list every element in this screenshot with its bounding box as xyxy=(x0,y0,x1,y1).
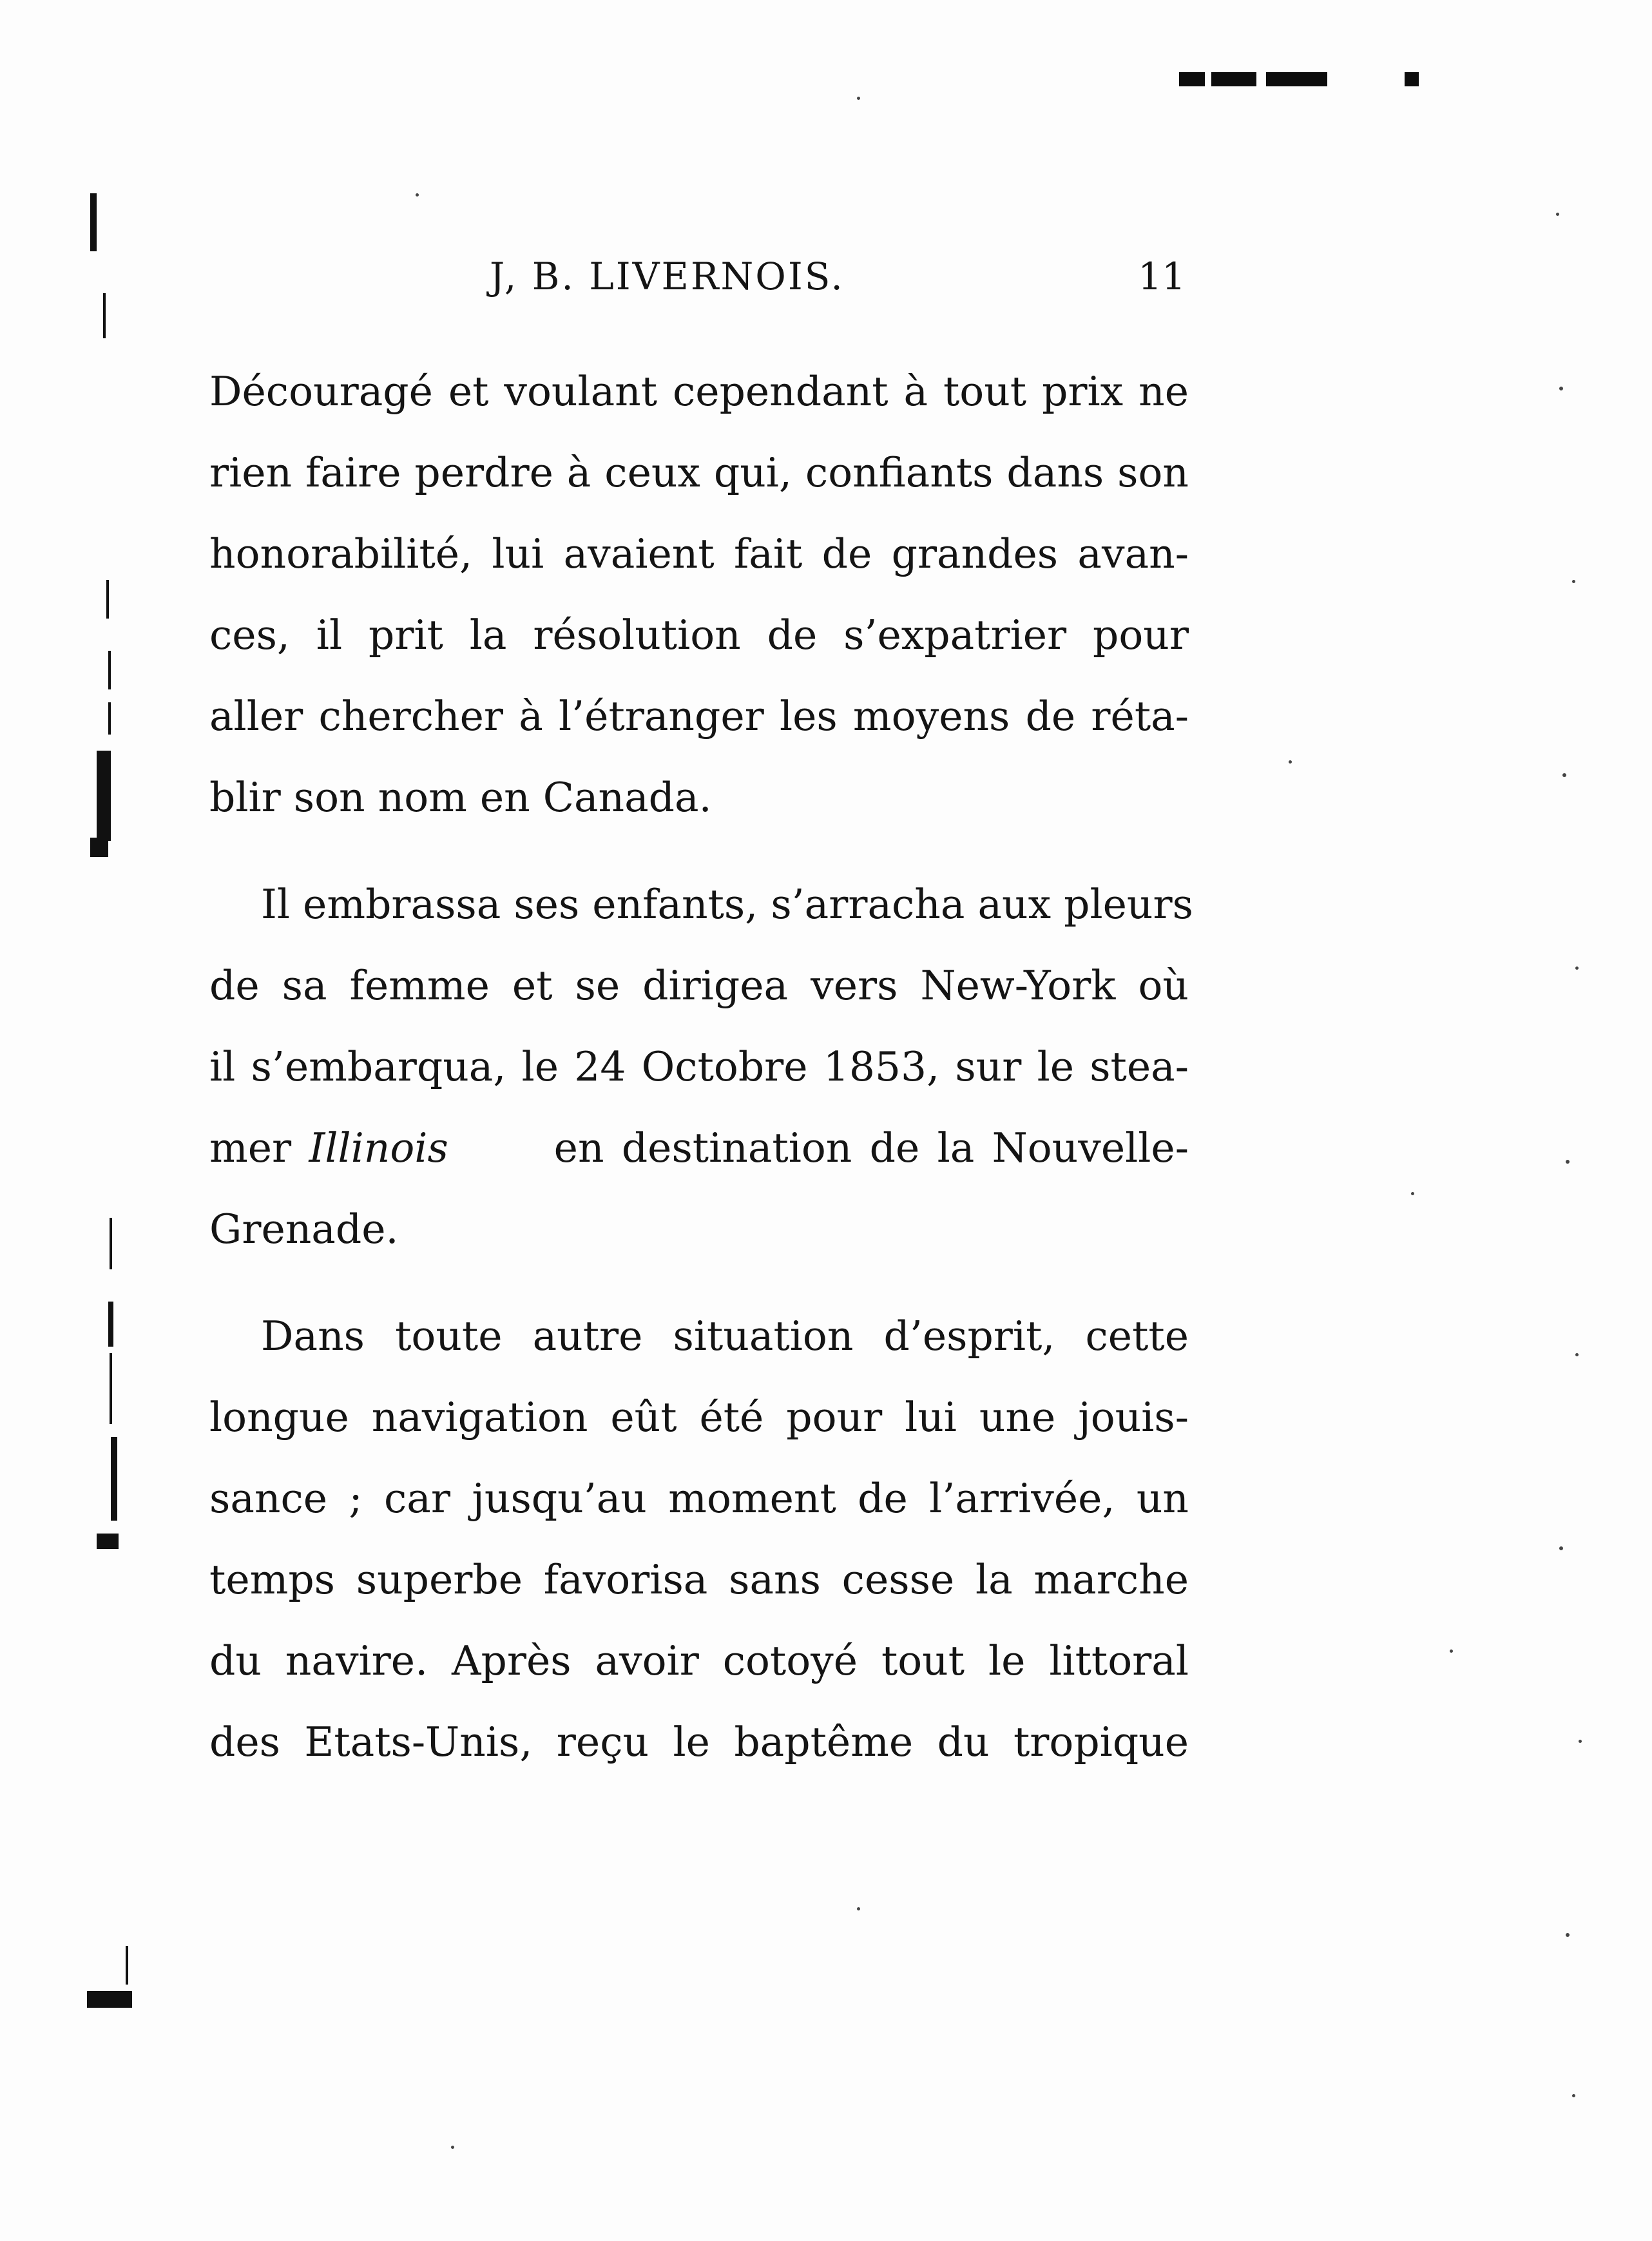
scan-mark xyxy=(111,1437,117,1521)
scan-mark xyxy=(103,293,106,338)
scan-speck xyxy=(451,2146,454,2149)
scan-speck xyxy=(1559,387,1563,390)
scan-speck xyxy=(1566,1160,1570,1164)
text-line: Il embrassa ses enfants, s’arracha aux pleurs xyxy=(261,881,1193,928)
text-line: temps superbe favorisa sans cesse la marche xyxy=(209,1556,1189,1603)
scan-speck xyxy=(1575,967,1579,970)
scan-speck xyxy=(1289,760,1292,764)
scan-speck xyxy=(1575,1353,1579,1356)
scan-mark xyxy=(87,1991,132,2008)
text-line: honorabilité, lui avaient fait de grandes avan- xyxy=(209,530,1189,577)
body-text xyxy=(209,351,1193,1783)
scan-mark xyxy=(108,1302,113,1347)
scan-mark xyxy=(108,702,111,735)
scan-speck xyxy=(1562,773,1566,777)
text-line: rien faire perdre à ceux qui, confiants dans son xyxy=(209,449,1189,496)
scan-mark xyxy=(1179,72,1205,86)
text-line: Grenade. xyxy=(209,1206,399,1253)
scan-mark xyxy=(1211,72,1256,86)
text-line: de sa femme et se dirigea vers New-York où xyxy=(209,962,1189,1009)
text-line: aller chercher à l’étranger les moyens de réta- xyxy=(209,693,1189,740)
scan-mark xyxy=(90,838,108,857)
scan-speck xyxy=(1579,1740,1582,1743)
text-line: Dans toute autre situation d’esprit, cette xyxy=(261,1313,1189,1360)
scan-speck xyxy=(416,193,419,197)
running-header xyxy=(213,255,1186,325)
steamer-rest: en destination de la Nouvelle- xyxy=(553,1124,1189,1171)
scan-speck xyxy=(857,97,860,100)
steamer-prefix: mer xyxy=(209,1124,309,1171)
steamer-name: Illinois xyxy=(309,1124,448,1171)
text-line: blir son nom en Canada. xyxy=(209,774,712,821)
scan-speck xyxy=(1572,2094,1575,2097)
scan-mark xyxy=(108,651,111,689)
paragraph xyxy=(209,864,1193,1270)
scan-mark xyxy=(90,193,97,251)
scan-mark xyxy=(126,1946,128,1985)
text-line: sance ; car jusqu’au moment de l’arrivée, un xyxy=(209,1475,1189,1522)
text-line: longue navigation eût été pour lui une jouis- xyxy=(209,1394,1189,1441)
text-line: des Etats-Unis, reçu le baptême du tropique xyxy=(209,1718,1189,1765)
scan-mark xyxy=(110,1218,112,1269)
scan-speck xyxy=(1566,1933,1570,1937)
scan-mark xyxy=(110,1353,112,1424)
scan-speck xyxy=(1556,213,1559,216)
scan-speck xyxy=(1411,1192,1414,1195)
scan-mark xyxy=(97,751,111,841)
scan-speck xyxy=(1572,580,1575,583)
scan-mark xyxy=(97,1534,119,1549)
scan-mark xyxy=(106,580,109,619)
scan-mark xyxy=(1405,72,1419,86)
scan-speck xyxy=(1450,1649,1453,1653)
text-line: du navire. Après avoir cotoyé tout le littoral xyxy=(209,1637,1189,1684)
paragraph xyxy=(209,351,1189,838)
text-line: il s’embarqua, le 24 Octobre 1853, sur le stea- xyxy=(209,1043,1189,1090)
running-title: J, B. LIVERNOIS. xyxy=(490,255,845,298)
scan-speck xyxy=(857,1907,860,1910)
scan-mark xyxy=(1266,72,1327,86)
paragraph xyxy=(209,1296,1189,1783)
text-line-steamer xyxy=(209,1108,1189,1189)
page-number: 11 xyxy=(1138,255,1186,298)
text-line: ces, il prit la résolution de s’expatrier pour xyxy=(209,611,1189,659)
text-line: Découragé et voulant cependant à tout prix ne xyxy=(209,368,1189,415)
scan-speck xyxy=(1559,1546,1563,1550)
